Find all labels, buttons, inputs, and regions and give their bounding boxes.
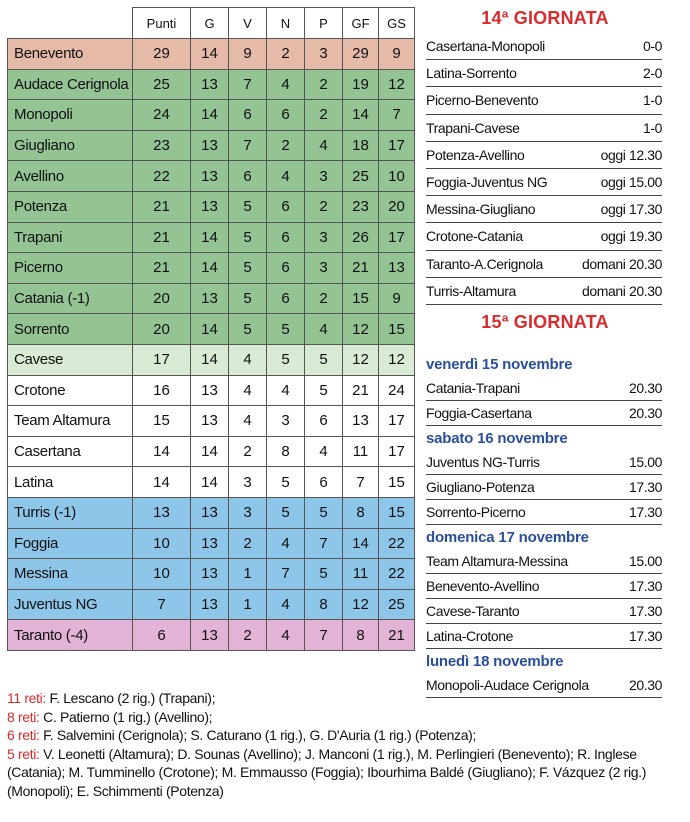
cell-punti: 23 — [133, 130, 191, 161]
goals-label: 8 reti: — [7, 708, 40, 725]
cell-gf: 14 — [343, 528, 379, 559]
cell-p: 2 — [305, 100, 343, 131]
header-blank — [8, 8, 133, 39]
cell-team: Sorrento — [8, 314, 133, 345]
header-gs: GS — [379, 8, 415, 39]
scorer-line — [7, 708, 683, 727]
list-item — [426, 624, 662, 649]
cell-team: Foggia — [8, 528, 133, 559]
cell-gf: 12 — [343, 314, 379, 345]
cell-team: Crotone — [8, 375, 133, 406]
cell-n: 6 — [267, 283, 305, 314]
cell-team: Giugliano — [8, 130, 133, 161]
table-row — [8, 69, 415, 100]
cell-p: 4 — [305, 130, 343, 161]
cell-g: 13 — [191, 497, 229, 528]
cell-n: 2 — [267, 130, 305, 161]
round15-title: 15ª GIORNATA — [481, 312, 609, 332]
cell-punti: 15 — [133, 406, 191, 437]
match-teams: Team Altamura-Messina — [426, 553, 568, 569]
match-time: 15.00 — [628, 454, 662, 470]
cell-gs: 22 — [379, 528, 415, 559]
cell-g: 13 — [191, 130, 229, 161]
cell-punti: 29 — [133, 39, 191, 70]
cell-gs: 7 — [379, 100, 415, 131]
cell-v: 2 — [229, 436, 267, 467]
day-heading: domenica 17 novembre — [426, 528, 589, 546]
table-row — [8, 620, 415, 651]
match-teams: Catania-Trapani — [426, 380, 520, 396]
cell-gs: 12 — [379, 69, 415, 100]
cell-p: 3 — [305, 161, 343, 192]
match-time: 17.30 — [628, 603, 662, 619]
cell-v: 4 — [229, 406, 267, 437]
cell-p: 5 — [305, 559, 343, 590]
match-teams: Cavese-Taranto — [426, 603, 520, 619]
cell-gs: 17 — [379, 406, 415, 437]
cell-punti: 14 — [133, 436, 191, 467]
cell-gf: 21 — [343, 375, 379, 406]
match-teams: Foggia-Juventus NG — [426, 174, 548, 191]
scorer-names: F. Salvemini (Cerignola); S. Caturano (1 rig.), G. D'Auria (1 rig.) (Potenza); — [39, 727, 476, 743]
cell-g: 13 — [191, 161, 229, 192]
cell-v: 1 — [229, 589, 267, 620]
scorer-names: F. Lescano (2 rig.) (Trapani); — [45, 690, 216, 706]
cell-punti: 10 — [133, 559, 191, 590]
cell-p: 6 — [305, 406, 343, 437]
list-item — [426, 549, 662, 574]
cell-n: 6 — [267, 253, 305, 284]
cell-n: 4 — [267, 528, 305, 559]
list-item — [426, 599, 662, 624]
list-item — [426, 376, 662, 401]
header-n: N — [267, 8, 305, 39]
cell-gf: 25 — [343, 161, 379, 192]
goals-label: 5 reti: — [7, 745, 40, 762]
list-item — [426, 87, 662, 114]
cell-gs: 10 — [379, 161, 415, 192]
cell-punti: 21 — [133, 253, 191, 284]
table-row — [8, 161, 415, 192]
table-row — [8, 222, 415, 253]
cell-gf: 7 — [343, 467, 379, 498]
cell-punti: 24 — [133, 100, 191, 131]
cell-gs: 17 — [379, 222, 415, 253]
cell-g: 13 — [191, 69, 229, 100]
cell-v: 4 — [229, 344, 267, 375]
cell-gf: 15 — [343, 283, 379, 314]
list-item — [426, 401, 662, 426]
cell-p: 4 — [305, 436, 343, 467]
cell-n: 8 — [267, 436, 305, 467]
cell-punti: 25 — [133, 69, 191, 100]
table-row — [8, 130, 415, 161]
cell-v: 9 — [229, 39, 267, 70]
header-p: P — [305, 8, 343, 39]
match-teams: Potenza-Avellino — [426, 146, 525, 163]
cell-team: Picerno — [8, 253, 133, 284]
cell-gs: 9 — [379, 39, 415, 70]
cell-g: 13 — [191, 283, 229, 314]
cell-n: 4 — [267, 69, 305, 100]
list-item — [426, 251, 662, 278]
goals-label: 11 reti: — [7, 690, 46, 706]
cell-n: 5 — [267, 497, 305, 528]
cell-gs: 20 — [379, 191, 415, 222]
cell-punti: 7 — [133, 589, 191, 620]
cell-p: 3 — [305, 39, 343, 70]
table-row — [8, 253, 415, 284]
cell-gs: 25 — [379, 589, 415, 620]
cell-team: Turris (-1) — [8, 497, 133, 528]
cell-g: 13 — [191, 528, 229, 559]
cell-team: Juventus NG — [8, 589, 133, 620]
cell-gf: 8 — [343, 497, 379, 528]
cell-team: Monopoli — [8, 100, 133, 131]
cell-v: 7 — [229, 130, 267, 161]
match-time: 20.30 — [628, 677, 662, 693]
goals-label: 6 reti: — [7, 727, 40, 743]
cell-team: Team Altamura — [8, 406, 133, 437]
cell-punti: 20 — [133, 283, 191, 314]
match-result: 2-0 — [642, 65, 662, 82]
cell-gf: 13 — [343, 406, 379, 437]
cell-gs: 17 — [379, 436, 415, 467]
cell-p: 5 — [305, 497, 343, 528]
cell-team: Taranto (-4) — [8, 620, 133, 651]
cell-gs: 9 — [379, 283, 415, 314]
standings-table — [7, 7, 415, 651]
day-heading: sabato 16 novembre — [426, 429, 568, 447]
cell-p: 3 — [305, 253, 343, 284]
cell-n: 4 — [267, 589, 305, 620]
cell-team: Catania (-1) — [8, 283, 133, 314]
cell-team: Casertana — [8, 436, 133, 467]
cell-g: 14 — [191, 344, 229, 375]
match-teams: Taranto-A.Cerignola — [426, 255, 543, 272]
cell-team: Trapani — [8, 222, 133, 253]
cell-v: 5 — [229, 283, 267, 314]
cell-v: 5 — [229, 253, 267, 284]
match-teams: Latina-Crotone — [426, 628, 514, 644]
list-item — [426, 196, 662, 223]
table-row — [8, 283, 415, 314]
match-teams: Picerno-Benevento — [426, 92, 539, 109]
cell-gf: 26 — [343, 222, 379, 253]
cell-punti: 14 — [133, 467, 191, 498]
match-teams: Messina-Giugliano — [426, 201, 536, 218]
table-row — [8, 314, 415, 345]
match-teams: Foggia-Casertana — [426, 405, 532, 421]
cell-punti: 20 — [133, 314, 191, 345]
table-row — [8, 528, 415, 559]
cell-team: Cavese — [8, 344, 133, 375]
cell-n: 5 — [267, 344, 305, 375]
cell-gf: 8 — [343, 620, 379, 651]
table-row — [8, 467, 415, 498]
scorer-line — [7, 689, 683, 708]
day-heading: venerdì 15 novembre — [426, 355, 573, 373]
cell-n: 7 — [267, 559, 305, 590]
table-row — [8, 39, 415, 70]
list-item — [426, 33, 662, 60]
cell-gs: 15 — [379, 497, 415, 528]
table-row — [8, 436, 415, 467]
cell-gf: 18 — [343, 130, 379, 161]
cell-punti: 22 — [133, 161, 191, 192]
list-item — [426, 278, 662, 305]
cell-v: 3 — [229, 497, 267, 528]
list-item — [426, 223, 662, 250]
table-row — [8, 344, 415, 375]
cell-g: 14 — [191, 100, 229, 131]
cell-p: 2 — [305, 283, 343, 314]
header-v: V — [229, 8, 267, 39]
cell-team: Potenza — [8, 191, 133, 222]
cell-gs: 15 — [379, 314, 415, 345]
cell-v: 3 — [229, 467, 267, 498]
header-punti: Punti — [133, 8, 191, 39]
match-result: oggi 17.30 — [600, 201, 662, 218]
cell-n: 4 — [267, 161, 305, 192]
cell-g: 13 — [191, 559, 229, 590]
cell-v: 4 — [229, 375, 267, 406]
cell-gf: 11 — [343, 436, 379, 467]
match-result: oggi 12.30 — [600, 146, 662, 163]
cell-v: 5 — [229, 222, 267, 253]
match-teams: Benevento-Avellino — [426, 578, 540, 594]
match-time: 17.30 — [628, 504, 662, 520]
cell-gf: 11 — [343, 559, 379, 590]
table-row — [8, 559, 415, 590]
round14-results — [426, 33, 662, 305]
match-teams: Juventus NG-Turris — [426, 454, 540, 470]
scorer-line — [7, 726, 683, 745]
round14-title: 14ª GIORNATA — [481, 8, 609, 28]
cell-n: 5 — [267, 314, 305, 345]
list-item — [426, 500, 662, 525]
cell-punti: 13 — [133, 497, 191, 528]
cell-p: 2 — [305, 191, 343, 222]
match-result: 1-0 — [642, 119, 662, 136]
match-time: 17.30 — [628, 628, 662, 644]
cell-team: Messina — [8, 559, 133, 590]
cell-n: 3 — [267, 406, 305, 437]
match-time: 17.30 — [628, 578, 662, 594]
cell-g: 14 — [191, 222, 229, 253]
cell-v: 7 — [229, 69, 267, 100]
day-heading: lunedì 18 novembre — [426, 652, 564, 670]
match-result: domani 20.30 — [581, 255, 662, 272]
cell-gs: 24 — [379, 375, 415, 406]
cell-p: 7 — [305, 620, 343, 651]
cell-p: 5 — [305, 375, 343, 406]
match-time: 17.30 — [628, 479, 662, 495]
cell-team: Avellino — [8, 161, 133, 192]
cell-p: 4 — [305, 314, 343, 345]
cell-g: 13 — [191, 375, 229, 406]
match-result: oggi 19.30 — [600, 228, 662, 245]
cell-gs: 12 — [379, 344, 415, 375]
cell-gf: 29 — [343, 39, 379, 70]
match-teams: Giugliano-Potenza — [426, 479, 535, 495]
table-row — [8, 406, 415, 437]
cell-g: 13 — [191, 406, 229, 437]
table-row — [8, 191, 415, 222]
list-item — [426, 574, 662, 599]
cell-n: 6 — [267, 191, 305, 222]
cell-punti: 21 — [133, 222, 191, 253]
match-time: 15.00 — [628, 553, 662, 569]
cell-p: 7 — [305, 528, 343, 559]
match-result: oggi 15.00 — [600, 174, 662, 191]
list-item — [426, 60, 662, 87]
table-row — [8, 100, 415, 131]
cell-v: 6 — [229, 100, 267, 131]
match-teams: Latina-Sorrento — [426, 65, 517, 82]
cell-p: 8 — [305, 589, 343, 620]
cell-g: 14 — [191, 314, 229, 345]
cell-team: Audace Cerignola — [8, 69, 133, 100]
cell-p: 5 — [305, 344, 343, 375]
table-row — [8, 497, 415, 528]
match-teams: Monopoli-Audace Cerignola — [426, 677, 589, 693]
cell-gf: 12 — [343, 344, 379, 375]
match-teams: Casertana-Monopoli — [426, 38, 545, 55]
cell-gs: 22 — [379, 559, 415, 590]
cell-v: 2 — [229, 620, 267, 651]
scorer-names: C. Patierno (1 rig.) (Avellino); — [39, 708, 213, 725]
header-g: G — [191, 8, 229, 39]
list-item — [426, 142, 662, 169]
cell-p: 6 — [305, 467, 343, 498]
match-result: domani 20.30 — [581, 282, 662, 299]
cell-punti: 6 — [133, 620, 191, 651]
cell-n: 4 — [267, 620, 305, 651]
scorer-names: V. Leonetti (Altamura); D. Sounas (Avellino); J. Manconi (1 rig.), M. Perlingieri (Benevento); R. Inglese (Catania); M. Tumminello (Crotone); M. Emmausso (Foggia); Ibourhima Baldé (Giugliano); F. Vázquez (2 rig.) (Monopoli); E. Schimmenti (Potenza) — [7, 745, 647, 799]
cell-g: 13 — [191, 191, 229, 222]
cell-gs: 13 — [379, 253, 415, 284]
standings-header-row — [8, 8, 415, 39]
cell-gf: 12 — [343, 589, 379, 620]
match-teams: Trapani-Cavese — [426, 119, 520, 136]
match-time: 20.30 — [628, 380, 662, 396]
cell-g: 14 — [191, 467, 229, 498]
top-scorers — [7, 689, 683, 800]
cell-gf: 23 — [343, 191, 379, 222]
match-teams: Sorrento-Picerno — [426, 504, 526, 520]
cell-punti: 17 — [133, 344, 191, 375]
match-teams: Turris-Altamura — [426, 282, 516, 299]
list-item — [426, 115, 662, 142]
cell-punti: 10 — [133, 528, 191, 559]
scorer-line — [7, 745, 683, 801]
cell-n: 5 — [267, 467, 305, 498]
cell-n: 4 — [267, 375, 305, 406]
table-row — [8, 375, 415, 406]
cell-gf: 21 — [343, 253, 379, 284]
cell-v: 5 — [229, 314, 267, 345]
header-gf: GF — [343, 8, 379, 39]
cell-team: Latina — [8, 467, 133, 498]
match-teams: Crotone-Catania — [426, 228, 523, 245]
list-item — [426, 475, 662, 500]
cell-g: 13 — [191, 589, 229, 620]
list-item — [426, 169, 662, 196]
match-result: 0-0 — [642, 38, 662, 55]
round15-schedule — [426, 352, 662, 698]
cell-g: 14 — [191, 39, 229, 70]
cell-n: 6 — [267, 222, 305, 253]
cell-gf: 14 — [343, 100, 379, 131]
cell-n: 6 — [267, 100, 305, 131]
cell-g: 14 — [191, 436, 229, 467]
cell-g: 13 — [191, 620, 229, 651]
cell-punti: 16 — [133, 375, 191, 406]
match-time: 20.30 — [628, 405, 662, 421]
cell-gf: 19 — [343, 69, 379, 100]
cell-g: 14 — [191, 253, 229, 284]
cell-punti: 21 — [133, 191, 191, 222]
cell-v: 5 — [229, 191, 267, 222]
cell-gs: 15 — [379, 467, 415, 498]
cell-team: Benevento — [8, 39, 133, 70]
cell-v: 1 — [229, 559, 267, 590]
cell-gs: 17 — [379, 130, 415, 161]
cell-v: 6 — [229, 161, 267, 192]
table-row — [8, 589, 415, 620]
cell-p: 2 — [305, 69, 343, 100]
cell-v: 2 — [229, 528, 267, 559]
cell-gs: 21 — [379, 620, 415, 651]
cell-p: 3 — [305, 222, 343, 253]
list-item — [426, 450, 662, 475]
match-result: 1-0 — [642, 92, 662, 109]
cell-n: 2 — [267, 39, 305, 70]
